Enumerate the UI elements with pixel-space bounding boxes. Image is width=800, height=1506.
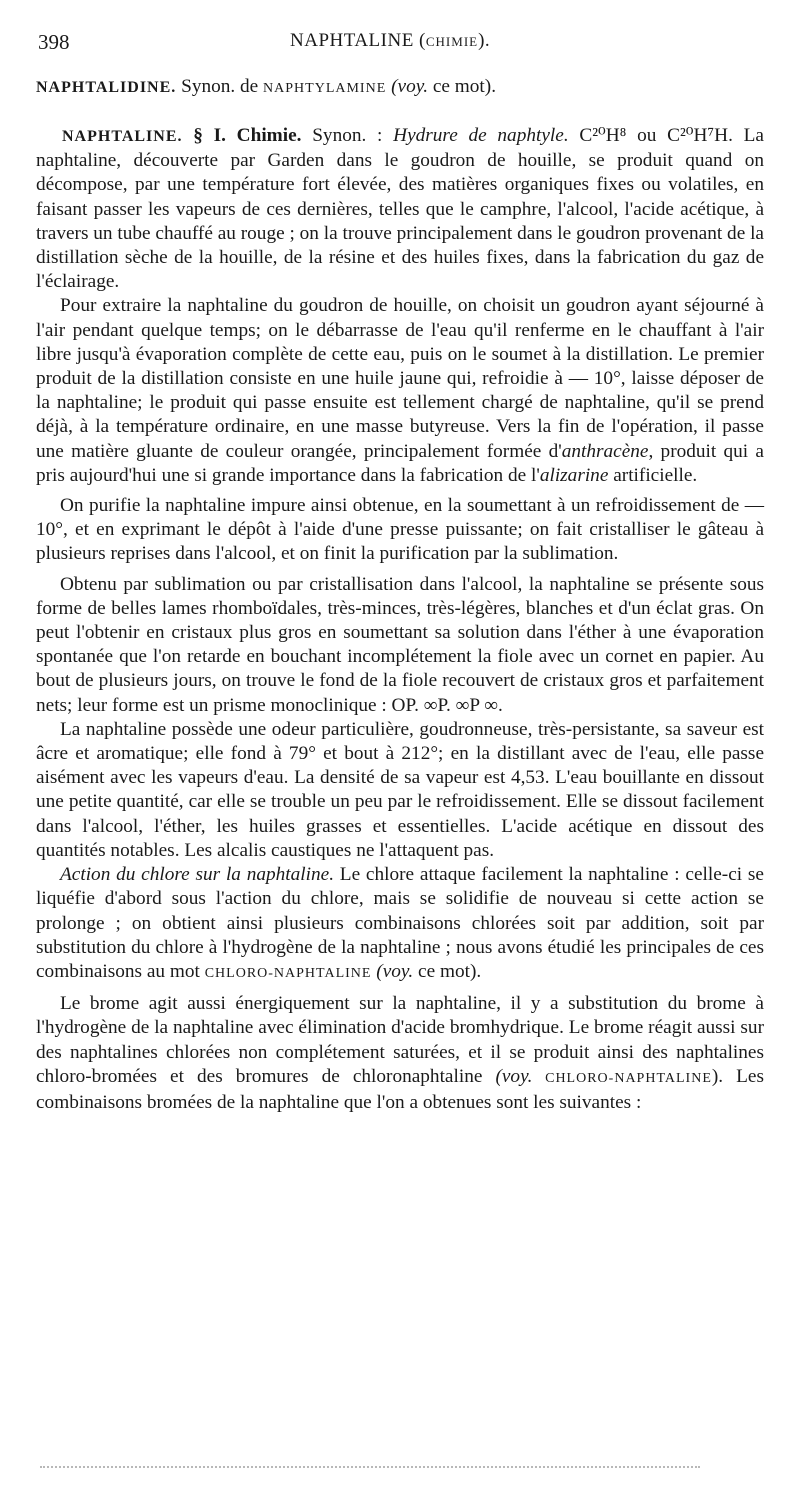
term-italic: alizarine — [539, 464, 609, 486]
entry-naphtalidine — [36, 75, 636, 101]
paragraph — [36, 124, 764, 294]
term-italic: anthracène — [561, 440, 649, 462]
paragraph: Obtenu par sublimation ou par cristallisation dans l'alcool, la naphtaline se présente sous forme de belles lames rhomboïdales, très-minces, très-légères, blanches et d'un éclat gras. On peut l'obtenir en cristaux plus gros en soumettant sa solution dans l'éther à une évaporation spontanée que l'on retarde en bouchant incomplétement la fiole avec un cornet en papier. Au bout de plusieurs jours, on trouve le fond de la fiole recouvert de cristaux gros et parfaitement nets; leur forme est un prisme monoclinique : OP. ∞P. ∞P ∞. — [36, 573, 764, 716]
paragraph-text: La naphtaline, découverte par Garden dans le goudron de houille, se produit quand on décompose, par une température fort élevée, des matières organiques fixes ou volatiles, en faisant passer les vapeurs de ces dernières, telles que le camphre, l'alcool, l'acide acétique, à travers un tube chauffé au rouge ; on la trouve principalement dans le goudron provenant de la distillation sèche de la houille, de la résine et des huiles fixes, dans la fabrication du gaz de l'éclairage. — [36, 125, 764, 293]
voy-italic: (voy. — [376, 960, 414, 982]
entry-text: Synon. de — [176, 76, 264, 97]
entry-headword: NAPHTALIDINE. — [36, 79, 177, 96]
subsection-heading: Action du chlore sur la naphtaline. — [60, 864, 335, 886]
running-header — [38, 30, 768, 60]
paragraph-text: ). Les combinaisons bromées de la naphtaline que l'on a obtenues sont les suivantes : — [36, 1065, 764, 1113]
footer-divider — [40, 1466, 700, 1468]
synon-label: Synon. : — [301, 125, 394, 146]
entry-text-end: ce mot). — [428, 76, 497, 97]
cross-reference: CHLORO-NAPHTALINE — [204, 965, 372, 981]
entry-naphtaline — [36, 124, 764, 1115]
cross-reference: CHLORO-NAPHTALINE — [532, 1070, 712, 1086]
running-title — [290, 30, 490, 52]
voy-italic: (voy. — [386, 76, 429, 97]
running-title-section: CHIMIE — [425, 34, 479, 49]
paragraph: La naphtaline possède une odeur particulière, goudronneuse, très-persistante, sa saveur est âcre et aromatique; elle fond à 79° et bout à 212°; en la distillant avec de l'eau, elle passe aisément avec les vapeurs d'eau. La densité de sa vapeur est 4,53. L'eau bouillante en dissout une petite quantité, car elle se trouble un peu par le refroidissement. Elle se dissout facilement dans l'alcool, l'éther, les huiles grasses et essentielles. L'acide acétique en dissout des quantités notables. Les alcalis caustiques ne l'attaquent pas. — [36, 718, 764, 861]
synonym: Hydrure de naphtyle. — [393, 125, 569, 146]
section-heading: § I. Chimie. — [182, 125, 302, 146]
running-title-main: NAPHTALINE ( — [290, 30, 426, 51]
formula: C²⁰H⁸ ou C²⁰H⁷H. — [568, 125, 733, 146]
entry-headword: NAPHTALINE. — [62, 128, 183, 145]
paragraph-text: , produit qui a pris aujourd'hui une si grande importance dans la fabrication de l' — [36, 440, 764, 486]
paragraph-text: Le chlore attaque facilement la naphtaline : celle-ci se liquéfie d'abord sous l'action du chlore, mais se solidifie de nouveau si cette action se prolonge ; on obtient ainsi plusieurs combinaisons chlorées soit par addition, soit par substitution du chlore à l'hydrogène de la naphtaline ; nous avons étudié les principales de ces combinaisons au mot — [36, 864, 764, 982]
page-number: 398 — [38, 30, 70, 54]
paragraph-text: Pour extraire la naphtaline du goudron de houille, on choisit un goudron ayant séjourné à l'air pendant quelque temps; on le débarrasse de l'eau qu'il renferme en le chauffant à l'air libre jusqu'à évaporation complète de cette eau, puis on le soumet à la distillation. Le premier produit de la distillation consiste en une huile jaune qui, refroidie à — 10°, laisse déposer de la naphtaline; le produit qui passe ensuite est tellement chargé de naphtaline, qu'il se prend déjà, à la température ordinaire, en une masse butyreuse. Vers la fin de l'opération, il passe une matière gluante de couleur orangée, principalement formée d' — [36, 295, 764, 462]
paragraph-text: Le brome agit aussi énergiquement sur la naphtaline, il y a substitution du brome à l'hydrogène de la naphtaline avec élimination d'acide bromhydrique. Le brome réagit aussi sur des naphtalines chlorées non complétement saturées, et il se produit ainsi des naphtalines chloro-bromées et des bromures de chloronaphtaline — [36, 993, 764, 1087]
paragraph — [36, 294, 764, 488]
voy-italic: (voy. — [495, 1065, 533, 1087]
paragraph-text: artificielle. — [608, 464, 698, 486]
paragraph-text: ce mot). — [413, 960, 482, 982]
cross-reference: NAPHTYLAMINE — [263, 81, 387, 96]
paragraph: On purifie la naphtaline impure ainsi obtenue, en la soumettant à un refroidissement de — 10°, et en exprimant le dépôt à l'aide d'une presse puissante; on fait cristalliser le gâteau à plusieurs reprises dans l'alcool, et on finit la purification par la sublimation. — [36, 495, 764, 565]
paragraph — [36, 992, 764, 1115]
paragraph — [36, 863, 764, 986]
running-title-close: ). — [478, 30, 491, 51]
